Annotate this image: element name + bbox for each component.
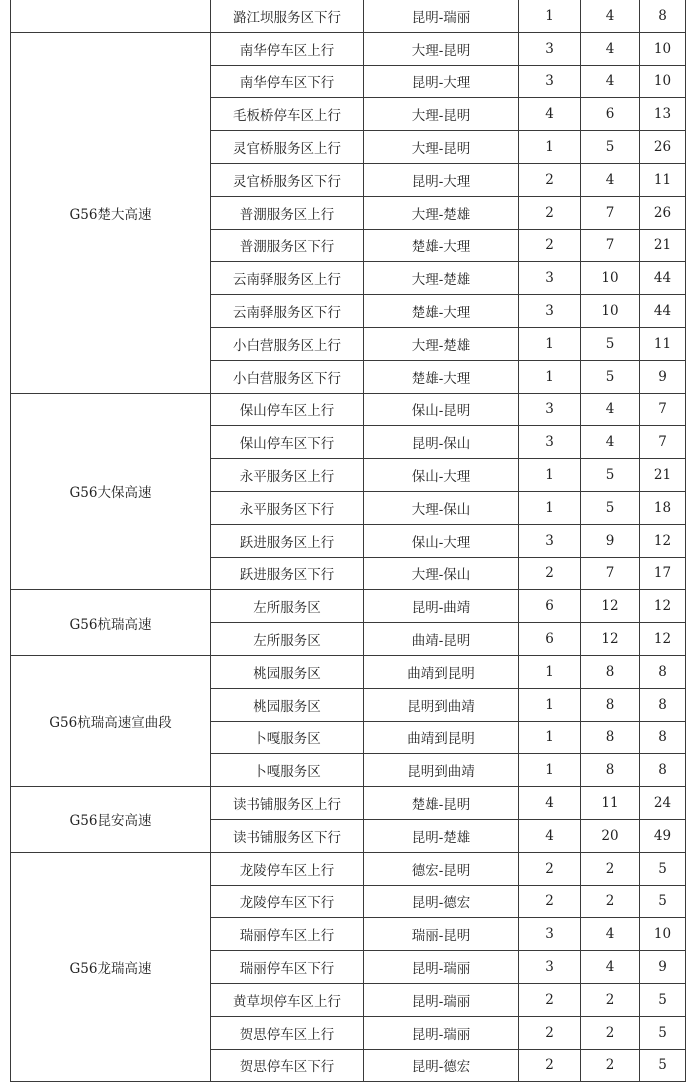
count-a-cell: 3: [519, 32, 581, 65]
service-area-cell: 卜嘎服务区: [211, 754, 364, 787]
count-b-cell: 8: [581, 688, 640, 721]
service-area-cell: 普淜服务区上行: [211, 196, 364, 229]
direction-cell: 昆明-瑞丽: [364, 1016, 519, 1049]
count-c-cell: 11: [640, 163, 686, 196]
service-area-cell: 普淜服务区下行: [211, 229, 364, 262]
highway-name-cell: G56杭瑞高速宣曲段: [11, 655, 211, 786]
count-a-cell: 1: [519, 360, 581, 393]
count-a-cell: 2: [519, 983, 581, 1016]
direction-cell: 昆明-楚雄: [364, 819, 519, 852]
count-a-cell: 4: [519, 98, 581, 131]
count-a-cell: 6: [519, 623, 581, 656]
direction-cell: 曲靖到昆明: [364, 655, 519, 688]
count-a-cell: 2: [519, 163, 581, 196]
count-a-cell: 6: [519, 590, 581, 623]
count-a-cell: 3: [519, 426, 581, 459]
direction-cell: 大理-楚雄: [364, 327, 519, 360]
direction-cell: 昆明-德宏: [364, 885, 519, 918]
direction-cell: 昆明-瑞丽: [364, 0, 519, 32]
service-area-cell: 读书铺服务区下行: [211, 819, 364, 852]
count-b-cell: 5: [581, 131, 640, 164]
count-a-cell: 3: [519, 918, 581, 951]
count-b-cell: 2: [581, 983, 640, 1016]
count-a-cell: 3: [519, 951, 581, 984]
service-area-cell: 黄草坝停车区上行: [211, 983, 364, 1016]
service-area-cell: 南华停车区下行: [211, 65, 364, 98]
service-area-cell: 永平服务区上行: [211, 459, 364, 492]
service-area-cell: 龙陵停车区上行: [211, 852, 364, 885]
service-area-cell: 保山停车区下行: [211, 426, 364, 459]
direction-cell: 大理-昆明: [364, 98, 519, 131]
count-a-cell: 2: [519, 557, 581, 590]
count-a-cell: 2: [519, 1049, 581, 1082]
direction-cell: 昆明-曲靖: [364, 590, 519, 623]
service-area-cell: 云南驿服务区下行: [211, 295, 364, 328]
service-area-cell: 龙陵停车区下行: [211, 885, 364, 918]
count-b-cell: 2: [581, 1049, 640, 1082]
direction-cell: 大理-楚雄: [364, 262, 519, 295]
count-a-cell: 1: [519, 491, 581, 524]
direction-cell: 保山-大理: [364, 524, 519, 557]
count-b-cell: 10: [581, 262, 640, 295]
service-area-cell: 读书铺服务区上行: [211, 787, 364, 820]
direction-cell: 楚雄-大理: [364, 229, 519, 262]
direction-cell: 德宏-昆明: [364, 852, 519, 885]
count-c-cell: 12: [640, 524, 686, 557]
direction-cell: 大理-保山: [364, 557, 519, 590]
direction-cell: 大理-昆明: [364, 32, 519, 65]
count-c-cell: 7: [640, 426, 686, 459]
count-a-cell: 2: [519, 196, 581, 229]
count-c-cell: 44: [640, 262, 686, 295]
count-b-cell: 4: [581, 163, 640, 196]
count-c-cell: 49: [640, 819, 686, 852]
table-row: [11, 393, 686, 426]
table-body: [11, 0, 686, 1082]
direction-cell: 楚雄-昆明: [364, 787, 519, 820]
count-b-cell: 4: [581, 426, 640, 459]
service-area-cell: 永平服务区下行: [211, 491, 364, 524]
service-area-cell: 瑞丽停车区上行: [211, 918, 364, 951]
count-c-cell: 5: [640, 1049, 686, 1082]
service-area-cell: 贺思停车区上行: [211, 1016, 364, 1049]
highway-name-cell: G56大保高速: [11, 393, 211, 590]
direction-cell: 昆明到曲靖: [364, 754, 519, 787]
count-b-cell: 2: [581, 1016, 640, 1049]
count-c-cell: 21: [640, 459, 686, 492]
direction-cell: 大理-楚雄: [364, 196, 519, 229]
count-a-cell: 1: [519, 688, 581, 721]
count-c-cell: 12: [640, 590, 686, 623]
table-row: [11, 590, 686, 623]
count-c-cell: 44: [640, 295, 686, 328]
count-b-cell: 5: [581, 491, 640, 524]
direction-cell: 大理-保山: [364, 491, 519, 524]
direction-cell: 瑞丽-昆明: [364, 918, 519, 951]
service-area-cell: 保山停车区上行: [211, 393, 364, 426]
count-a-cell: 2: [519, 1016, 581, 1049]
count-a-cell: 2: [519, 229, 581, 262]
count-c-cell: 10: [640, 32, 686, 65]
service-area-cell: 跃进服务区下行: [211, 557, 364, 590]
table-row: [11, 655, 686, 688]
count-b-cell: 4: [581, 951, 640, 984]
count-a-cell: 1: [519, 721, 581, 754]
count-a-cell: 3: [519, 262, 581, 295]
direction-cell: 昆明-德宏: [364, 1049, 519, 1082]
count-b-cell: 4: [581, 918, 640, 951]
count-b-cell: 8: [581, 655, 640, 688]
count-b-cell: 4: [581, 0, 640, 32]
count-c-cell: 17: [640, 557, 686, 590]
count-b-cell: 9: [581, 524, 640, 557]
table-row: [11, 0, 686, 32]
highway-name-cell: [11, 0, 211, 32]
highway-name-cell: G56昆安高速: [11, 787, 211, 853]
count-a-cell: 4: [519, 787, 581, 820]
count-b-cell: 2: [581, 885, 640, 918]
service-area-cell: 瑞丽停车区下行: [211, 951, 364, 984]
count-c-cell: 5: [640, 983, 686, 1016]
service-area-cell: 桃园服务区: [211, 688, 364, 721]
count-c-cell: 11: [640, 327, 686, 360]
service-area-cell: 潞江坝服务区下行: [211, 0, 364, 32]
count-a-cell: 1: [519, 0, 581, 32]
direction-cell: 大理-昆明: [364, 131, 519, 164]
direction-cell: 保山-昆明: [364, 393, 519, 426]
count-b-cell: 2: [581, 852, 640, 885]
count-c-cell: 8: [640, 688, 686, 721]
service-area-cell: 左所服务区: [211, 590, 364, 623]
count-a-cell: 3: [519, 65, 581, 98]
direction-cell: 曲靖-昆明: [364, 623, 519, 656]
count-b-cell: 12: [581, 590, 640, 623]
count-c-cell: 10: [640, 65, 686, 98]
count-b-cell: 10: [581, 295, 640, 328]
count-b-cell: 20: [581, 819, 640, 852]
service-area-cell: 毛板桥停车区上行: [211, 98, 364, 131]
count-b-cell: 4: [581, 393, 640, 426]
count-c-cell: 10: [640, 918, 686, 951]
direction-cell: 楚雄-大理: [364, 360, 519, 393]
count-b-cell: 8: [581, 721, 640, 754]
direction-cell: 昆明到曲靖: [364, 688, 519, 721]
count-c-cell: 8: [640, 721, 686, 754]
count-a-cell: 2: [519, 852, 581, 885]
highway-name-cell: G56杭瑞高速: [11, 590, 211, 656]
count-b-cell: 12: [581, 623, 640, 656]
count-b-cell: 7: [581, 229, 640, 262]
count-a-cell: 3: [519, 295, 581, 328]
count-a-cell: 3: [519, 524, 581, 557]
count-b-cell: 5: [581, 327, 640, 360]
service-area-cell: 跃进服务区上行: [211, 524, 364, 557]
service-area-cell: 云南驿服务区上行: [211, 262, 364, 295]
service-area-cell: 灵官桥服务区下行: [211, 163, 364, 196]
count-c-cell: 21: [640, 229, 686, 262]
count-a-cell: 1: [519, 327, 581, 360]
direction-cell: 昆明-瑞丽: [364, 951, 519, 984]
count-c-cell: 7: [640, 393, 686, 426]
highway-name-cell: G56龙瑞高速: [11, 852, 211, 1082]
count-b-cell: 7: [581, 196, 640, 229]
direction-cell: 曲靖到昆明: [364, 721, 519, 754]
count-a-cell: 4: [519, 819, 581, 852]
count-c-cell: 8: [640, 754, 686, 787]
service-area-cell: 贺思停车区下行: [211, 1049, 364, 1082]
direction-cell: 楚雄-大理: [364, 295, 519, 328]
count-b-cell: 5: [581, 360, 640, 393]
count-b-cell: 5: [581, 459, 640, 492]
count-c-cell: 5: [640, 885, 686, 918]
count-b-cell: 4: [581, 65, 640, 98]
count-c-cell: 26: [640, 196, 686, 229]
count-b-cell: 11: [581, 787, 640, 820]
direction-cell: 昆明-瑞丽: [364, 983, 519, 1016]
table-row: [11, 852, 686, 885]
direction-cell: 保山-大理: [364, 459, 519, 492]
count-b-cell: 7: [581, 557, 640, 590]
count-b-cell: 4: [581, 32, 640, 65]
count-c-cell: 26: [640, 131, 686, 164]
service-area-cell: 南华停车区上行: [211, 32, 364, 65]
service-area-cell: 左所服务区: [211, 623, 364, 656]
service-area-table: [10, 0, 686, 1082]
direction-cell: 昆明-保山: [364, 426, 519, 459]
service-area-cell: 灵官桥服务区上行: [211, 131, 364, 164]
count-c-cell: 5: [640, 1016, 686, 1049]
highway-name-cell: G56楚大高速: [11, 32, 211, 393]
count-a-cell: 3: [519, 393, 581, 426]
count-a-cell: 1: [519, 655, 581, 688]
service-area-cell: 小白营服务区上行: [211, 327, 364, 360]
table-row: [11, 787, 686, 820]
count-b-cell: 6: [581, 98, 640, 131]
count-c-cell: 8: [640, 0, 686, 32]
count-a-cell: 1: [519, 459, 581, 492]
count-c-cell: 5: [640, 852, 686, 885]
direction-cell: 昆明-大理: [364, 163, 519, 196]
service-area-cell: 小白营服务区下行: [211, 360, 364, 393]
count-c-cell: 9: [640, 951, 686, 984]
count-c-cell: 24: [640, 787, 686, 820]
count-a-cell: 1: [519, 754, 581, 787]
service-area-cell: 桃园服务区: [211, 655, 364, 688]
count-c-cell: 9: [640, 360, 686, 393]
table-row: [11, 32, 686, 65]
count-c-cell: 8: [640, 655, 686, 688]
count-a-cell: 1: [519, 131, 581, 164]
count-c-cell: 13: [640, 98, 686, 131]
count-c-cell: 12: [640, 623, 686, 656]
count-a-cell: 2: [519, 885, 581, 918]
direction-cell: 昆明-大理: [364, 65, 519, 98]
count-c-cell: 18: [640, 491, 686, 524]
service-area-cell: 卜嘎服务区: [211, 721, 364, 754]
count-b-cell: 8: [581, 754, 640, 787]
